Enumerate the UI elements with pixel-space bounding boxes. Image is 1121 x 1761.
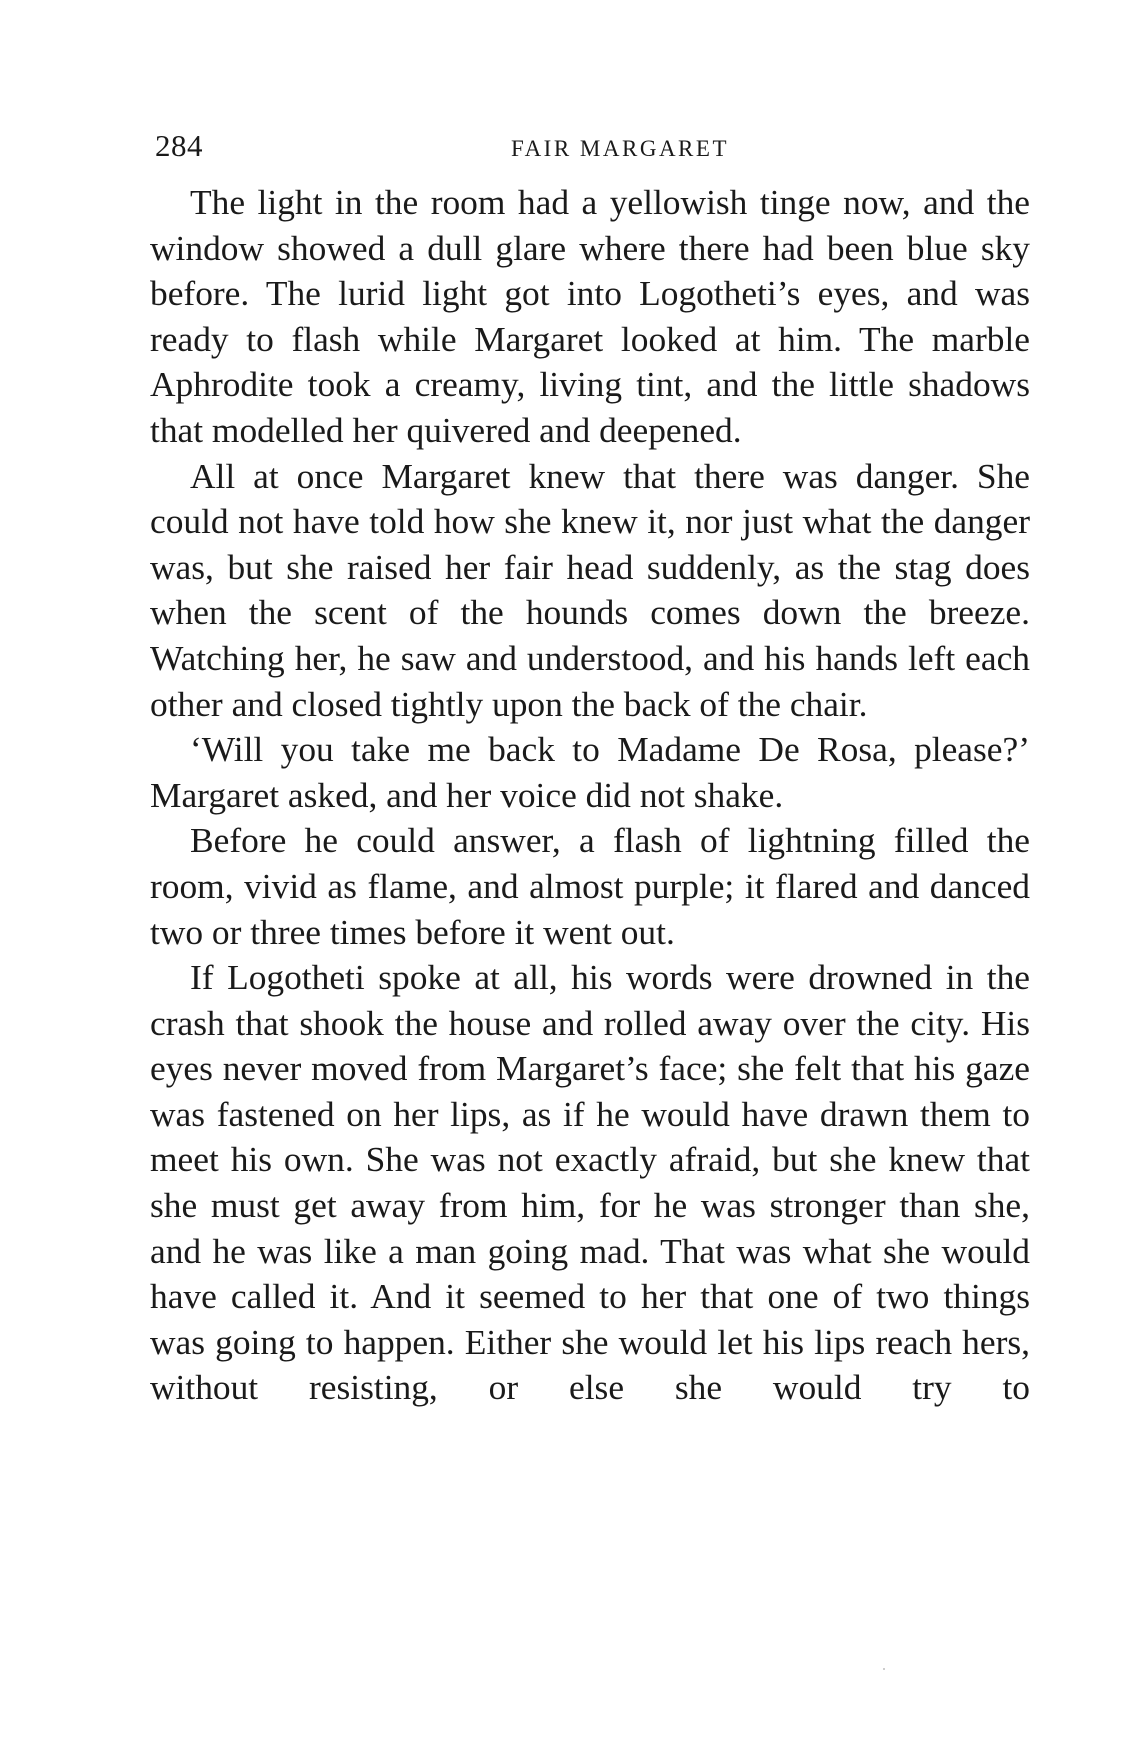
- running-title: FAIR MARGARET: [510, 136, 729, 161]
- paragraph: If Logotheti spoke at all, his words were drowned in the crash that shook the house and rolled away over the city. His eyes never moved from Margaret’s face; she felt that his gaze was fastened on her lips, as if he would have drawn them to meet his own. She was not exactly afraid, but she knew that she must get away from him, for he was stronger than she, and he was like a man going mad. That was what she would have called it. And it seemed to her that one of two things was going to happen. Either she would let his lips reach hers, without resisting, or else she would try to: [150, 957, 1030, 1408]
- paragraph: Before he could answer, a flash of lightning filled the room, vivid as flame, and almost purple; it flared and danced two or three times before it went out.: [150, 820, 1030, 952]
- paragraph: ‘Will you take me back to Madame De Rosa, please?’ Margaret asked, and her voice did not shake.: [150, 729, 1030, 815]
- body-text: [150, 180, 1030, 1411]
- paragraph: The light in the room had a yellowish tinge now, and the window showed a dull glare where there had been blue sky before. The lurid light got into Logotheti’s eyes, and was ready to flash while Margaret looked at him. The marble Aphrodite took a creamy, living tint, and the little shadows that modelled her quivered and deepened.: [150, 182, 1030, 450]
- page-number: 284: [155, 128, 203, 163]
- paragraph: All at once Margaret knew that there was danger. She could not have told how she knew it, nor just what the danger was, but she raised her fair head suddenly, as the stag does when the scent of the hounds comes down the breeze. Watching her, he saw and understood, and his hands left each other and closed tightly upon the back of the chair.: [150, 455, 1030, 724]
- paper-speck: [883, 1668, 885, 1670]
- book-page: [150, 120, 1030, 1411]
- running-head: [150, 120, 1030, 180]
